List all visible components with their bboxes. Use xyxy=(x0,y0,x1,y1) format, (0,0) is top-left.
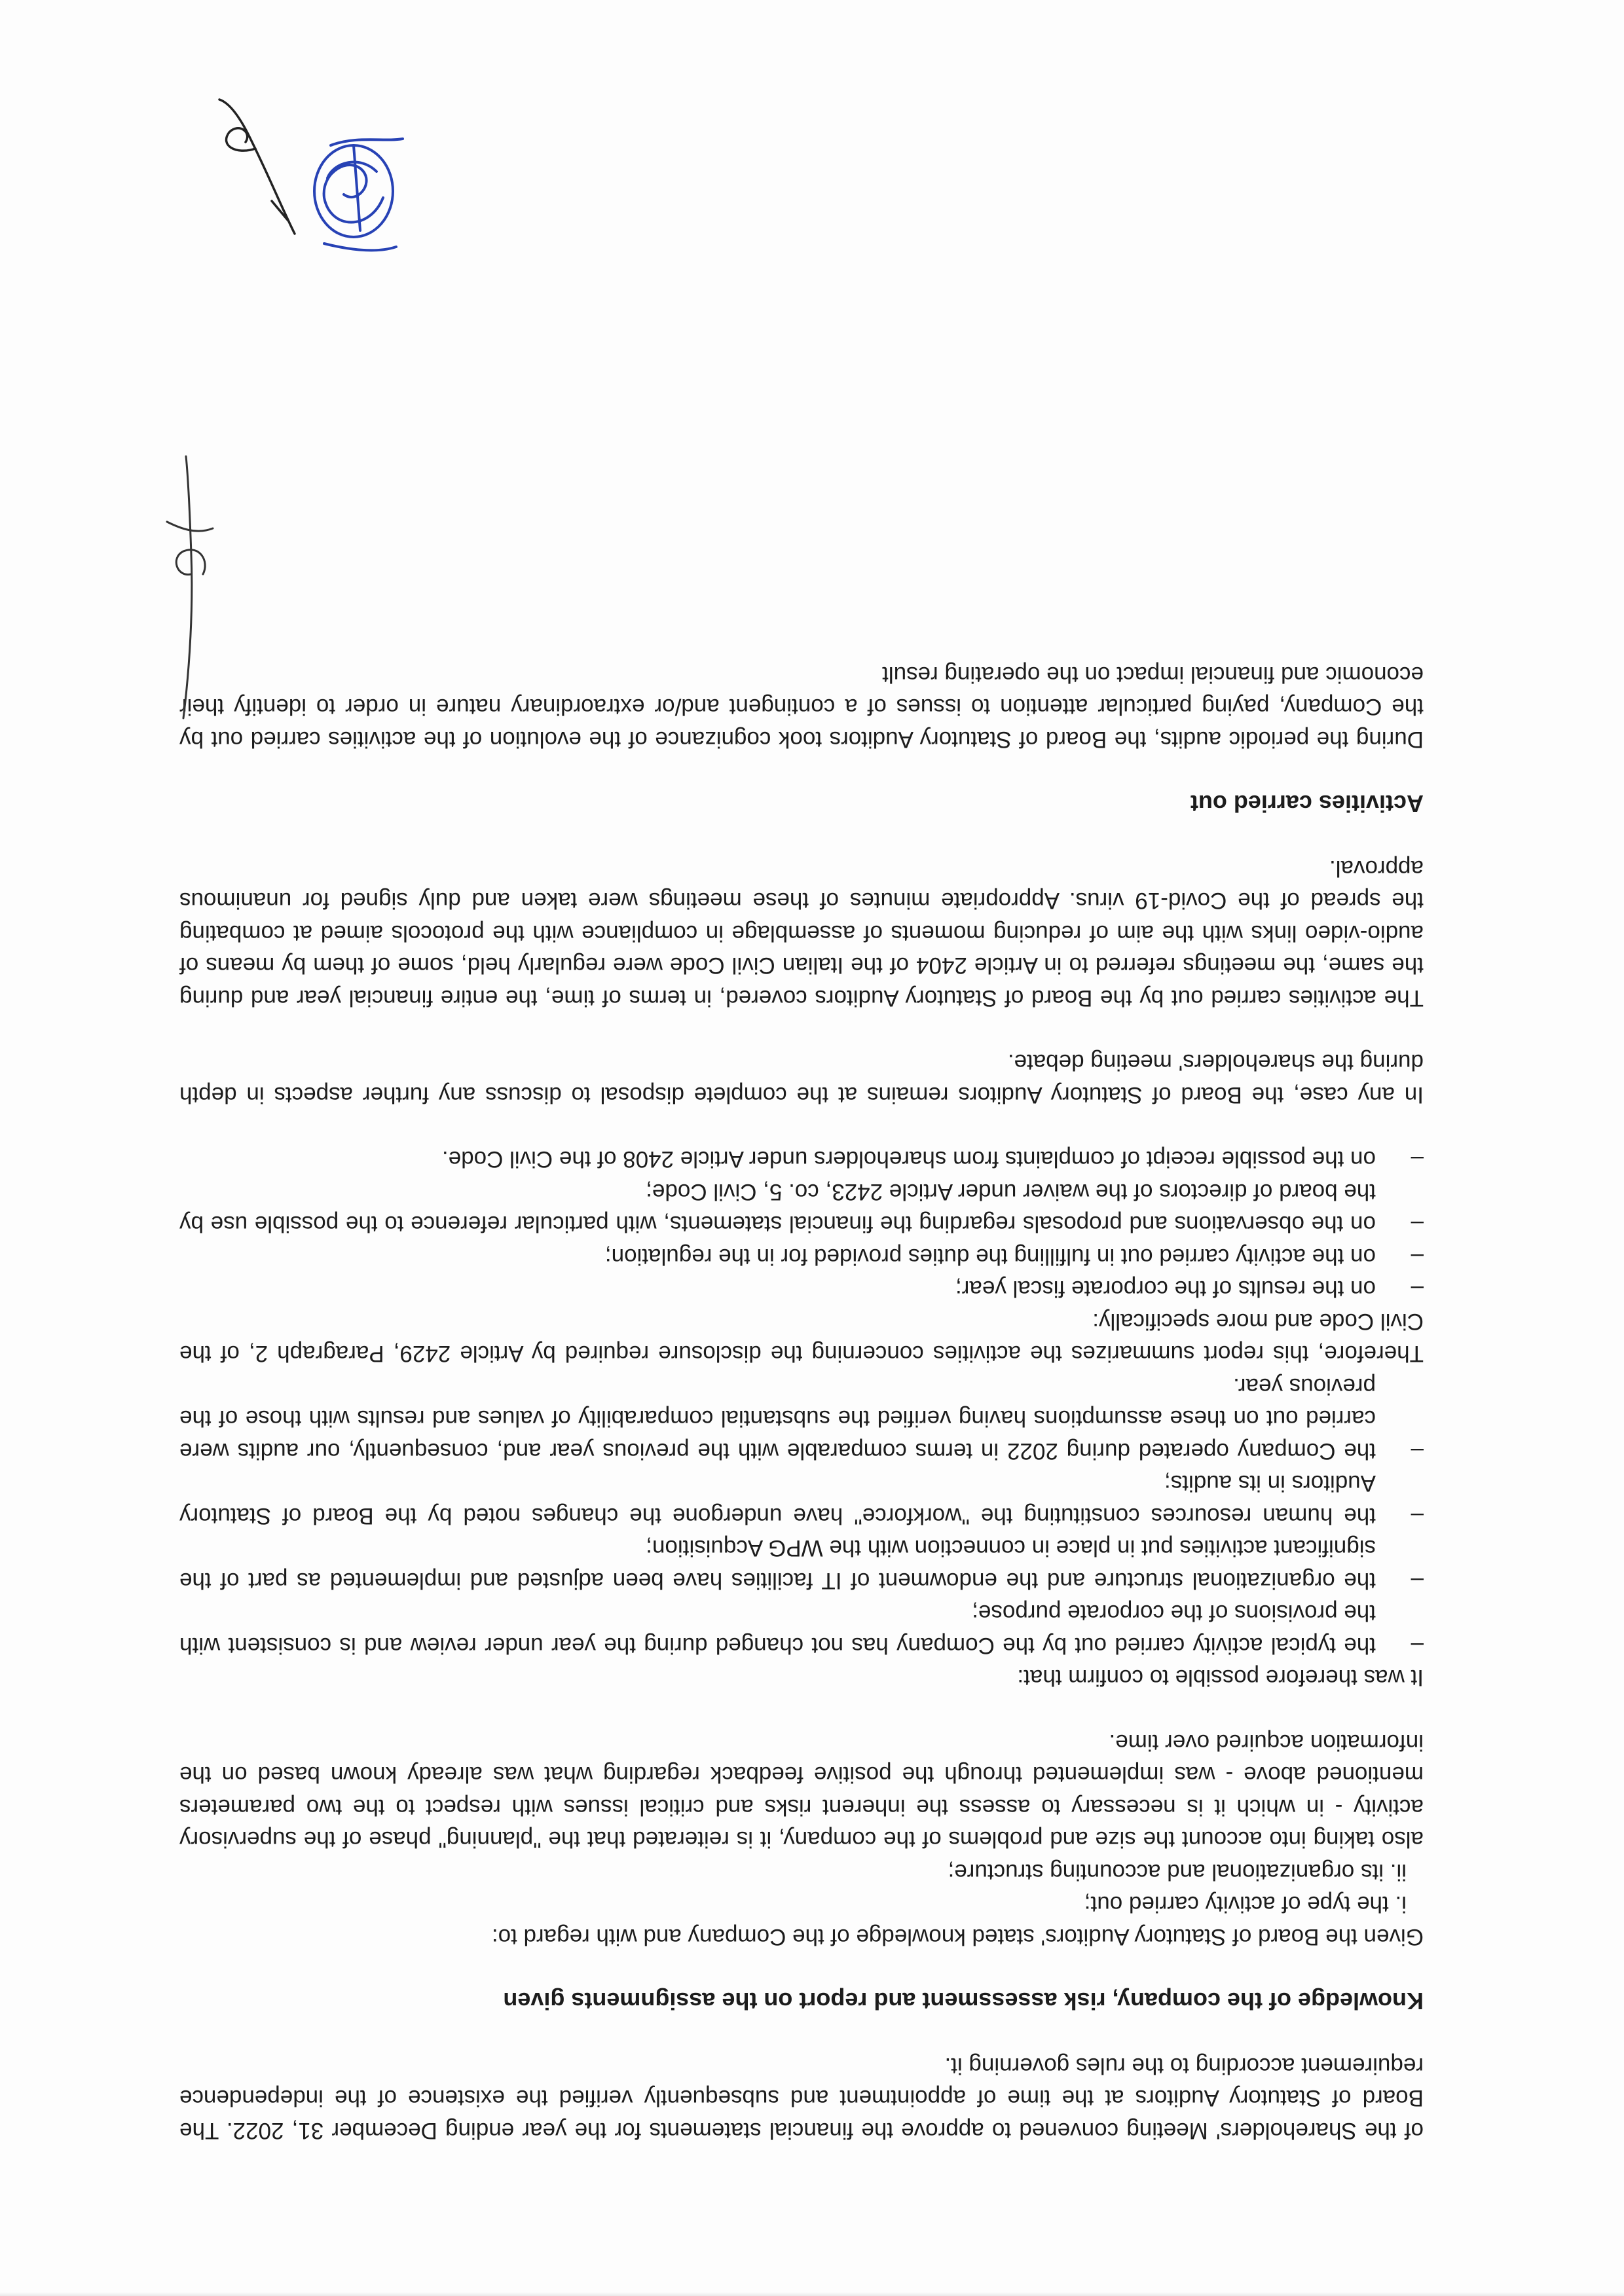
roman-marker: i. xyxy=(1395,1891,1407,1918)
dash-marker: – xyxy=(1411,1276,1424,1302)
list-item: – the Company operated during 2022 in terms comparable with the previous year and, consequently, our audits were carried out on these assumptions having verified the substantial comparability of values and results with those of the previous year. xyxy=(179,1370,1424,1468)
paragraph-summary: Therefore, this report summarizes the activities concerning the disclosure required by Article 2429, Paragraph 2, of the Civil Code and more specifically: xyxy=(179,1309,1424,1367)
paragraph-in-any-case: In any case, the Board of Statutory Auditors remains at the complete disposal to discuss any further aspects in depth during the shareholders' meeting debate. xyxy=(179,1049,1424,1108)
list-item: – the organizational structure and the endowment of IT facilities have been adjusted and implemented as part of the significant activities put in place in connection with the WPG Acquisition; xyxy=(179,1532,1424,1597)
document-body xyxy=(179,627,1424,2147)
dash-marker: – xyxy=(1411,1244,1424,1269)
regard-list xyxy=(179,1856,1424,1921)
paragraph-planning: also taking into account the size and problems of the company, it is reiterated that the "planning" phase of the supervisory activity - in which it is necessary to assess the inherent risks and critical issues with respect to the two parameters mentioned above - was implemented through the positive feedback regarding what was already known based on the information acquired over time. xyxy=(179,1730,1424,1853)
list-item: – on the activity carried out in fulfilling the duties provided for in the regulation; xyxy=(179,1241,1424,1273)
dash-marker: – xyxy=(1411,1211,1424,1237)
section-heading-activities: Activities carried out xyxy=(1190,790,1424,818)
dash-marker: – xyxy=(1411,1633,1424,1658)
dash-marker: – xyxy=(1411,1568,1424,1594)
dash-marker: – xyxy=(1411,1146,1424,1173)
paragraph-given: Given the Board of Statutory Auditors' stated knowledge of the Company and with regard to: xyxy=(491,1924,1424,1950)
list-item: – on the results of the corporate fiscal year; xyxy=(179,1273,1424,1305)
list-item: i. the type of activity carried out; xyxy=(1084,1891,1407,1918)
list-item: ii. its organizational and accounting structure; xyxy=(948,1859,1407,1885)
list-item: – on the observations and proposals regarding the financial statements, with particular reference to the possible use by the board of directors of the waiver under Article 2423, co. 5, Civil Code; xyxy=(179,1176,1424,1241)
list-item: – on the possible receipt of complaints from shareholders under Article 2408 of the Civil Code. xyxy=(179,1143,1424,1176)
section-heading-knowledge: Knowledge of the company, risk assessment and report on the assignments given xyxy=(503,1988,1424,2015)
stamp-seal-image xyxy=(291,119,422,270)
margin-signature-image xyxy=(157,450,229,725)
paragraph-opening: of the Shareholders' Meeting convened to approve the financial statements for the year ending December 31, 2022. The Board of Statutory Auditors at the time of appointment and subsequently verified the existence of the independence requirement according to the rules governing it. xyxy=(179,2053,1424,2143)
dash-marker: – xyxy=(1411,1438,1424,1464)
list-item: – the human resources constituting the "workforce" have undergone the changes noted by the Board of Statutory Auditors in its audits; xyxy=(179,1467,1424,1532)
paragraph-confirm: It was therefore possible to confirm that: xyxy=(1017,1665,1424,1691)
roman-marker: ii. xyxy=(1390,1859,1407,1885)
signature-initials-image xyxy=(203,90,308,247)
scan-edge xyxy=(0,2292,1624,2296)
paragraph-activities-covered: The activities carried out by the Board of Statutory Auditors covered, in terms of time, the entire financial year and during the same, the meetings referred to in Article 2404 of the Italian Civil Code were regularly held, some of them by means of audio-video links with the aim of reducing moments of assemblage in compliance with the protocols aimed at combating the spread of the Covid-19 virus. Appropriate minutes of these meetings were taken and duly signed for unanimous approval. xyxy=(179,856,1424,1011)
paragraph-periodic-audits: During the periodic audits, the Board of Statutory Auditors took cognizance of the evolution of the activities carried out by the Company, paying particular attention to issues of a contingent and/or extraordinary nature in order to identify their economic and financial impact on the operating result xyxy=(179,662,1424,752)
dash-marker: – xyxy=(1411,1503,1424,1529)
summary-list xyxy=(179,1143,1424,1305)
list-item: – the typical activity carried out by the Company has not changed during the year under review and is consistent with the provisions of the corporate purpose; xyxy=(179,1597,1424,1662)
confirm-list xyxy=(179,1370,1424,1662)
